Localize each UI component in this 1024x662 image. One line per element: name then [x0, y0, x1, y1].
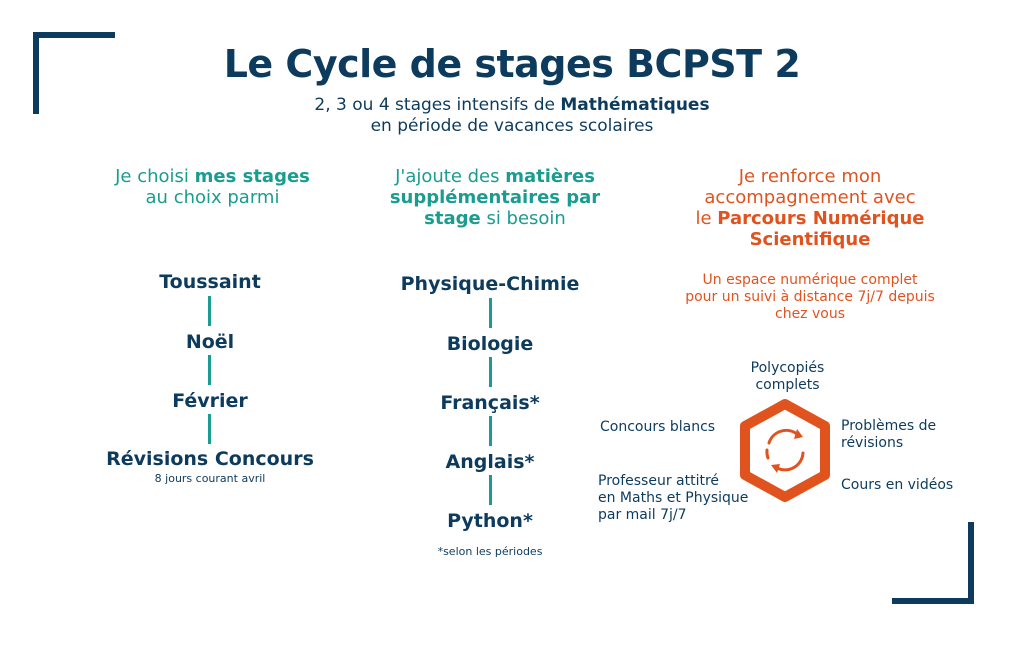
col2-connector: [489, 357, 492, 387]
feature-polycopies-line1: Polycopiés: [750, 360, 825, 376]
col1-item-toussaint: Toussaint: [159, 271, 261, 293]
col2-item-anglais: Anglais*: [445, 451, 535, 473]
subtitle-line1-bold: Mathématiques: [560, 95, 710, 115]
col1-head-bold: mes stages: [194, 166, 310, 187]
feature-concours-blancs: Concours blancs: [600, 419, 716, 435]
col1-item-revisions: Révisions Concours: [106, 448, 314, 470]
col1-connector: [208, 296, 211, 326]
feature-problemes-line2: révisions: [841, 435, 904, 451]
col3-head-line1: Je renforce mon: [738, 166, 882, 187]
col2-head-bold2: supplémentaires par: [389, 187, 601, 208]
subtitle-line2: en période de vacances scolaires: [370, 116, 654, 136]
col3-description: [640, 272, 980, 323]
feature-problemes-line1: Problèmes de: [841, 418, 937, 434]
col3-head-bold1: Parcours Numérique: [717, 208, 925, 229]
col3-head-line2: accompagnement avec: [704, 187, 916, 208]
page-subtitle: [0, 95, 1024, 137]
col1-note: 8 jours courant avril: [154, 472, 266, 485]
subtitle-line1-prefix: 2, 3 ou 4 stages intensifs de: [314, 95, 561, 115]
col1-head-b: au choix parmi: [145, 187, 280, 208]
col1-heading: [90, 166, 335, 208]
col1-connector: [208, 355, 211, 385]
feature-polycopies: [720, 360, 855, 394]
feature-problemes: [841, 418, 936, 452]
col2-item-python: Python*: [447, 510, 533, 532]
col2-head-bold3: stage: [424, 208, 481, 229]
hexagon-cycle-icon: [735, 398, 835, 503]
col3-desc-line3: chez vous: [775, 306, 845, 322]
col3-head-line3a: le: [695, 208, 718, 229]
col1-head-a: Je choisi: [115, 166, 195, 187]
col2-head-b: si besoin: [480, 208, 566, 229]
col2-connector: [489, 475, 492, 505]
col1-item-noel: Noël: [185, 331, 235, 353]
feature-polycopies-line2: complets: [755, 377, 820, 393]
col2-item-biologie: Biologie: [446, 333, 534, 355]
col3-heading: [660, 166, 960, 250]
col1-connector: [208, 414, 211, 444]
feature-cours-videos: Cours en vidéos: [841, 477, 954, 493]
col2-note: *selon les périodes: [437, 545, 543, 558]
col3-desc-line1: Un espace numérique complet: [702, 272, 918, 288]
col3-head-bold2: Scientifique: [749, 229, 871, 250]
col2-connector: [489, 416, 492, 446]
corner-decoration-bottom-right: [892, 522, 974, 604]
col2-heading: [365, 166, 625, 229]
col1-item-fevrier: Février: [172, 390, 248, 412]
col2-head-a: J'ajoute des: [395, 166, 506, 187]
col2-item-physique-chimie: Physique-Chimie: [400, 273, 580, 295]
col2-item-francais: Français*: [440, 392, 540, 414]
col2-head-bold1: matières: [505, 166, 595, 187]
feature-professeur-line3: par mail 7j/7: [598, 507, 687, 523]
col2-connector: [489, 298, 492, 328]
feature-professeur-line1: Professeur attitré: [598, 473, 720, 489]
col3-desc-line2: pour un suivi à distance 7j/7 depuis: [685, 289, 935, 305]
feature-professeur: [598, 473, 748, 524]
feature-professeur-line2: en Maths et Physique: [598, 490, 749, 506]
page-title: Le Cycle de stages BCPST 2: [223, 42, 801, 86]
